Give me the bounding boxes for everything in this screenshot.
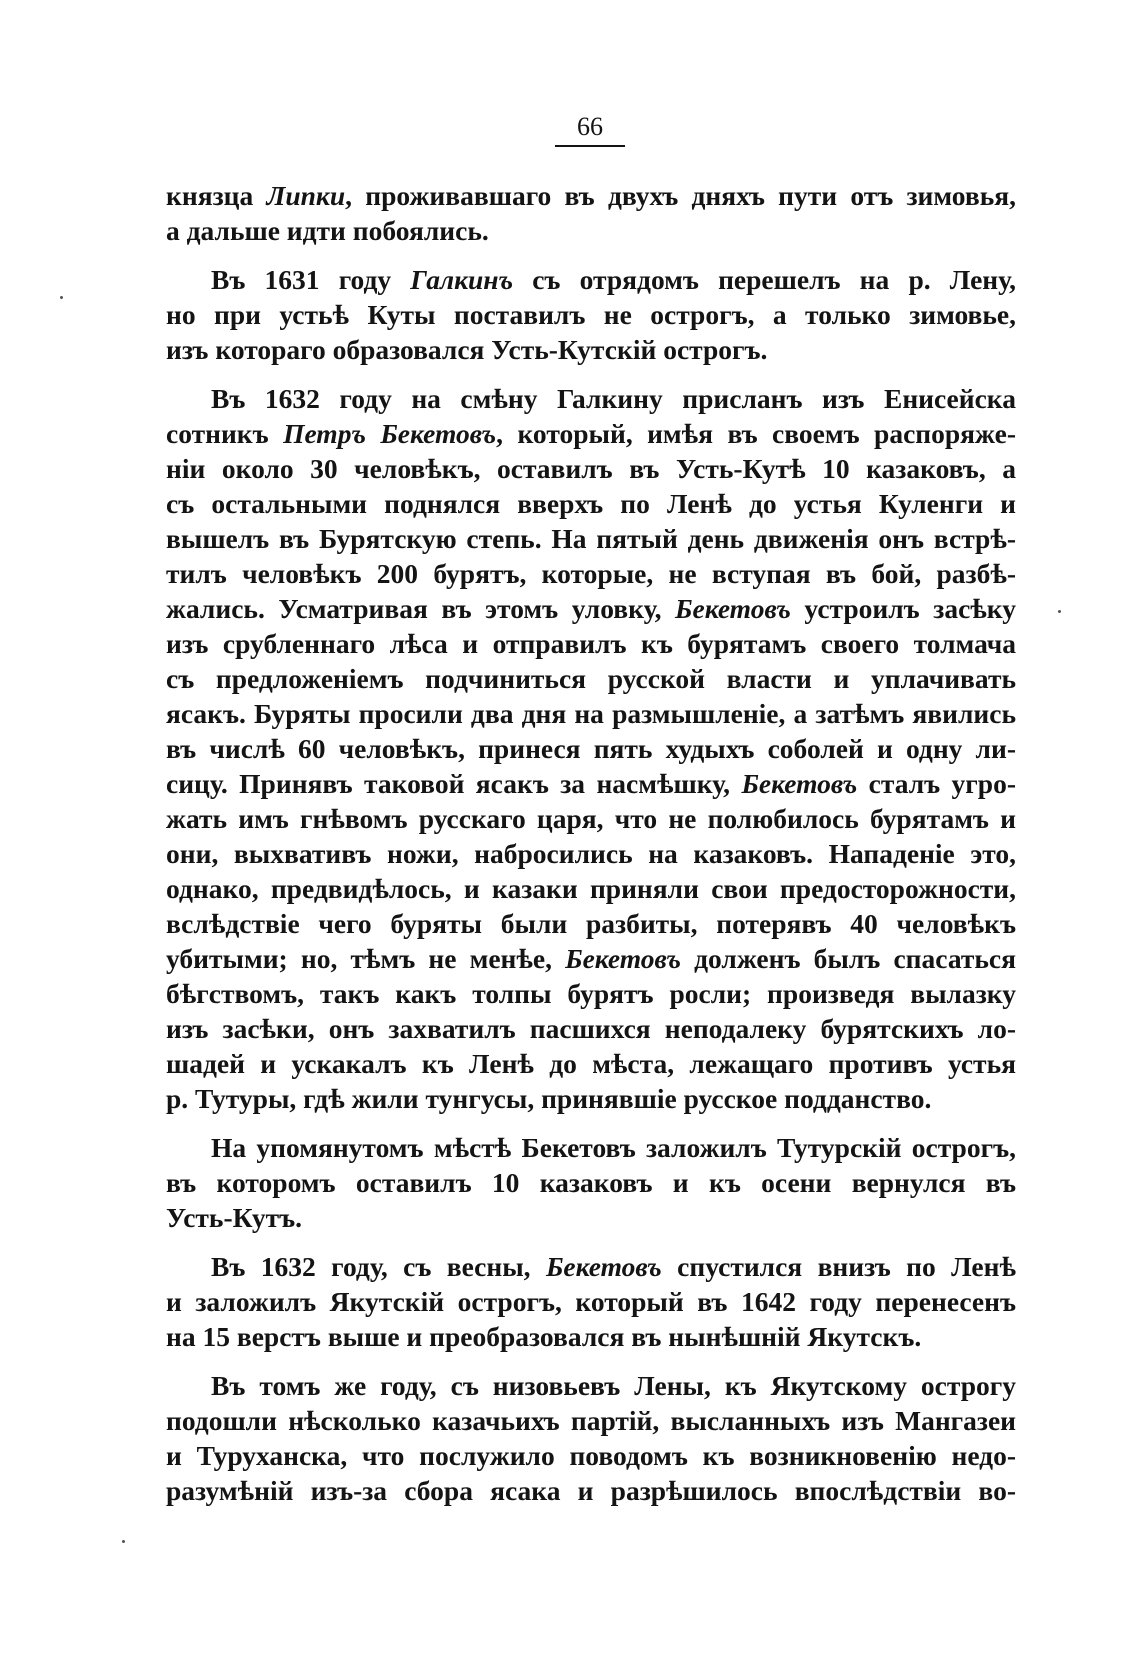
text-line — [166, 1319, 1016, 1354]
text-line — [166, 696, 1016, 731]
text-segment: изъ засѣки, онъ захватилъ пасшихся неподалеку бурятскихъ ло- — [166, 1013, 1016, 1044]
scan-speck — [60, 296, 63, 299]
text-line — [166, 626, 1016, 661]
text-segment: тилъ человѣкъ 200 бурятъ, которые, не вступая въ бой, разбѣ- — [166, 558, 1016, 589]
text-segment: Усть-Кутъ. — [166, 1202, 303, 1233]
italic-name: Бекетовъ — [675, 593, 791, 624]
text-line — [166, 801, 1016, 836]
text-segment: сталъ угро- — [857, 768, 1017, 799]
text-segment: вышелъ въ Бурятскую степь. На пятый день движенія онъ встрѣ- — [166, 523, 1016, 554]
italic-name: Галкинъ — [410, 264, 514, 295]
text-line — [166, 1473, 1016, 1508]
text-segment: они, выхвативъ ножи, набросились на казаковъ. Нападеніе это, — [166, 838, 1016, 869]
text-line — [166, 941, 1016, 976]
text-line — [166, 1403, 1016, 1438]
text-line — [166, 556, 1016, 591]
text-segment: съ остальными поднялся вверхъ по Ленѣ до устья Куленги и — [166, 488, 1016, 519]
paragraph — [166, 381, 1016, 1116]
text-line — [166, 451, 1016, 486]
text-segment: въ которомъ оставилъ 10 казаковъ и къ осени вернулся въ — [166, 1167, 1016, 1198]
text-segment: но при устьѣ Куты поставилъ не острогъ, а только зимовье, — [166, 299, 1016, 330]
text-segment: съ предложеніемъ подчиниться русской власти и уплачивать — [166, 663, 1016, 694]
text-segment: сицу. Принявъ таковой ясакъ за насмѣшку, — [166, 768, 742, 799]
italic-name: Бекетовъ — [741, 768, 858, 799]
text-segment: а дальше идти побоялись. — [166, 215, 489, 246]
text-segment: вслѣдствіе чего буряты были разбиты, потерявъ 40 человѣкъ — [166, 908, 1016, 939]
text-line — [166, 766, 1016, 801]
text-segment: Въ томъ же году, съ низовьевъ Лены, къ Якутскому острогу — [211, 1370, 1016, 1401]
text-line — [166, 976, 1016, 1011]
text-line — [166, 661, 1016, 696]
text-segment: Въ 1631 году — [211, 264, 411, 295]
text-segment: съ отрядомъ перешелъ на р. Лену, — [513, 264, 1016, 295]
text-line — [166, 381, 1016, 416]
text-segment: сотникъ — [166, 418, 284, 449]
text-line — [166, 486, 1016, 521]
text-segment: на 15 верстъ выше и преобразовался въ нынѣшній Якутскъ. — [166, 1321, 922, 1352]
text-line — [166, 836, 1016, 871]
text-segment: , проживавшаго въ двухъ дняхъ пути отъ зимовья, — [345, 180, 1016, 211]
text-line — [166, 1081, 1016, 1116]
page-number: 66 — [577, 112, 603, 141]
text-segment: , который, имѣя въ своемъ распоряже- — [496, 418, 1016, 449]
scan-speck — [1058, 610, 1061, 613]
text-line — [166, 178, 1016, 213]
text-segment: ніи около 30 человѣкъ, оставилъ въ Усть-Кутѣ 10 казаковъ, а — [166, 453, 1016, 484]
text-segment: и Туруханска, что послужило поводомъ къ возникновенію недо- — [166, 1440, 1016, 1471]
text-segment: устроилъ засѣку — [790, 593, 1016, 624]
text-segment: долженъ былъ спасаться — [680, 943, 1016, 974]
text-line — [166, 1011, 1016, 1046]
text-segment: Въ 1632 году, съ весны, — [211, 1251, 546, 1282]
text-segment: р. Тутуры, гдѣ жили тунгусы, принявшіе русское подданство. — [166, 1083, 932, 1114]
text-segment: однако, предвидѣлось, и казаки приняли свои предосторожности, — [166, 873, 1016, 904]
text-segment: ясакъ. Буряты просили два дня на размышленіе, а затѣмъ явились — [166, 698, 1016, 729]
paragraph — [166, 1130, 1016, 1235]
italic-name: Липки — [266, 180, 346, 211]
text-line — [166, 1368, 1016, 1403]
text-segment: Въ 1632 году на смѣну Галкину присланъ изъ Енисейска — [211, 383, 1016, 414]
italic-name: Бекетовъ — [545, 1251, 662, 1282]
text-line — [166, 1165, 1016, 1200]
text-line — [166, 1438, 1016, 1473]
paragraph — [166, 262, 1016, 367]
text-segment: подошли нѣсколько казачьихъ партій, высланныхъ изъ Мангазеи — [166, 1405, 1016, 1436]
text-line — [166, 591, 1016, 626]
text-segment: изъ срубленнаго лѣса и отправилъ къ бурятамъ своего толмача — [166, 628, 1016, 659]
body-text — [166, 178, 1016, 1522]
text-segment: спустился внизъ по Ленѣ — [661, 1251, 1016, 1282]
text-segment: бѣгствомъ, такъ какъ толпы бурятъ росли; произведя вылазку — [166, 978, 1016, 1009]
italic-name: Петръ Бекетовъ — [283, 418, 497, 449]
text-segment: разумѣній изъ-за сбора ясака и разрѣшилось впослѣдствіи во- — [166, 1475, 1016, 1506]
text-segment: шадей и ускакалъ къ Ленѣ до мѣста, лежащаго противъ устья — [166, 1048, 1016, 1079]
text-line — [166, 871, 1016, 906]
text-segment: На упомянутомъ мѣстѣ Бекетовъ заложилъ Тутурскій острогъ, — [211, 1132, 1016, 1163]
text-line — [166, 521, 1016, 556]
text-line — [166, 1284, 1016, 1319]
paragraph — [166, 1368, 1016, 1508]
text-segment: изъ котораго образовался Усть-Кутскій острогъ. — [166, 334, 768, 365]
text-segment: въ числѣ 60 человѣкъ, принеся пять худыхъ соболей и одну ли- — [166, 733, 1016, 764]
text-line — [166, 416, 1016, 451]
paragraph — [166, 1249, 1016, 1354]
scan-speck — [122, 1540, 125, 1543]
text-line — [166, 1130, 1016, 1165]
text-line — [166, 332, 1016, 367]
italic-name: Бекетовъ — [565, 943, 681, 974]
page-number-underline — [555, 145, 625, 147]
text-line — [166, 262, 1016, 297]
text-segment: князца — [166, 180, 267, 211]
text-line — [166, 297, 1016, 332]
text-segment: жались. Усматривая въ этомъ уловку, — [166, 593, 676, 624]
text-line — [166, 1249, 1016, 1284]
text-line — [166, 906, 1016, 941]
paragraph — [166, 178, 1016, 248]
text-segment: жать имъ гнѣвомъ русскаго царя, что не полюбилось бурятамъ и — [166, 803, 1016, 834]
text-line — [166, 1200, 1016, 1235]
text-segment: убитыми; но, тѣмъ не менѣе, — [166, 943, 566, 974]
text-line — [166, 731, 1016, 766]
text-segment: и заложилъ Якутскій острогъ, который въ 1642 году перенесенъ — [166, 1286, 1016, 1317]
text-line — [166, 213, 1016, 248]
text-line — [166, 1046, 1016, 1081]
